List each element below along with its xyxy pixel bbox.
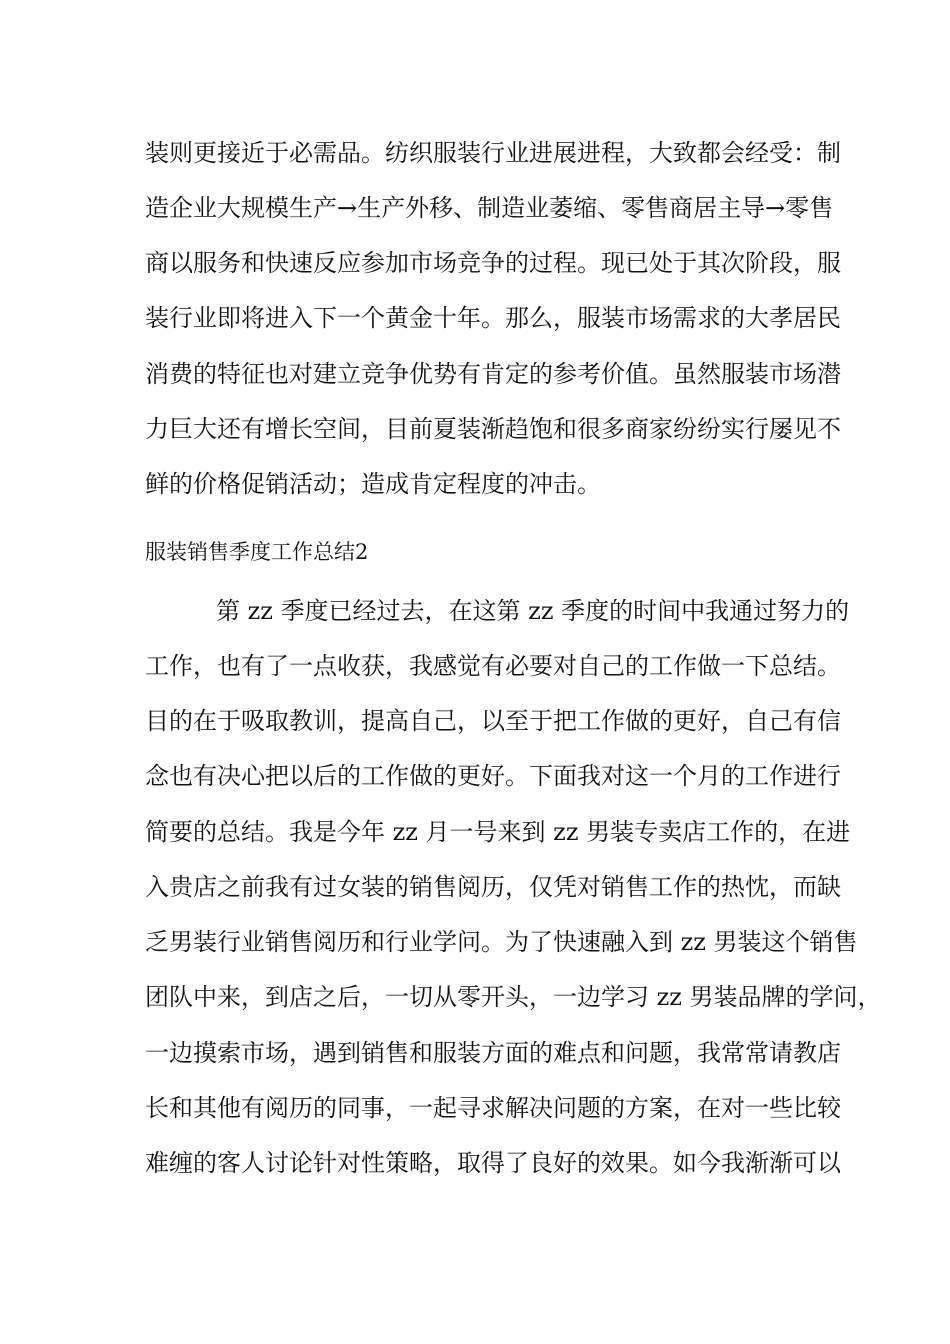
paragraph-line: 力巨大还有增长空间，目前夏装渐趋饱和很多商家纷纷实行屡见不	[145, 415, 841, 443]
paragraph-line: 念也有决心把以后的工作做的更好。下面我对这一个月的工作进行	[145, 762, 841, 790]
paragraph-line: 装则更接近于必需品。纺织服装行业进展进程，大致都会经受：制	[145, 139, 841, 167]
paragraph-line: 难缠的客人讨论针对性策略，取得了良好的效果。如今我渐渐可以	[145, 1149, 841, 1177]
paragraph-line: 长和其他有阅历的同事，一起寻求解决问题的方案，在对一些比较	[145, 1094, 841, 1122]
section-title: 服装销售季度工作总结2	[145, 540, 369, 564]
paragraph-line: 第 zz 季度已经过去，在这第 zz 季度的时间中我通过努力的	[216, 597, 850, 625]
paragraph-line: 目的在于吸取教训，提高自己，以至于把工作做的更好，自己有信	[145, 707, 841, 735]
paragraph-line: 消费的特征也对建立竞争优势有肯定的参考价值。虽然服装市场潜	[145, 360, 841, 388]
paragraph-line: 商以服务和快速反应参加市场竞争的过程。现已处于其次阶段，服	[145, 249, 841, 277]
paragraph-line: 乏男装行业销售阅历和行业学问。为了快速融入到 zz 男装这个销售	[145, 928, 858, 956]
paragraph-line: 简要的总结。我是今年 zz 月一号来到 zz 男装专卖店工作的，在进	[145, 818, 851, 846]
paragraph-line: 一边摸索市场，遇到销售和服装方面的难点和问题，我常常请教店	[145, 1039, 841, 1067]
paragraph-line: 入贵店之前我有过女装的销售阅历，仅凭对销售工作的热忱，而缺	[145, 873, 841, 901]
paragraph-line: 装行业即将进入下一个黄金十年。那么，服装市场需求的大孝居民	[145, 304, 841, 332]
paragraph-line: 工作，也有了一点收获，我感觉有必要对自己的工作做一下总结。	[145, 652, 841, 680]
paragraph-line: 造企业大规模生产→生产外移、制造业萎缩、零售商居主导→零售	[145, 194, 834, 222]
paragraph-line: 鲜的价格促销活动；造成肯定程度的冲击。	[145, 470, 601, 498]
paragraph-line: 团队中来，到店之后，一切从零开头，一边学习 zz 男装品牌的学问，	[145, 983, 882, 1011]
